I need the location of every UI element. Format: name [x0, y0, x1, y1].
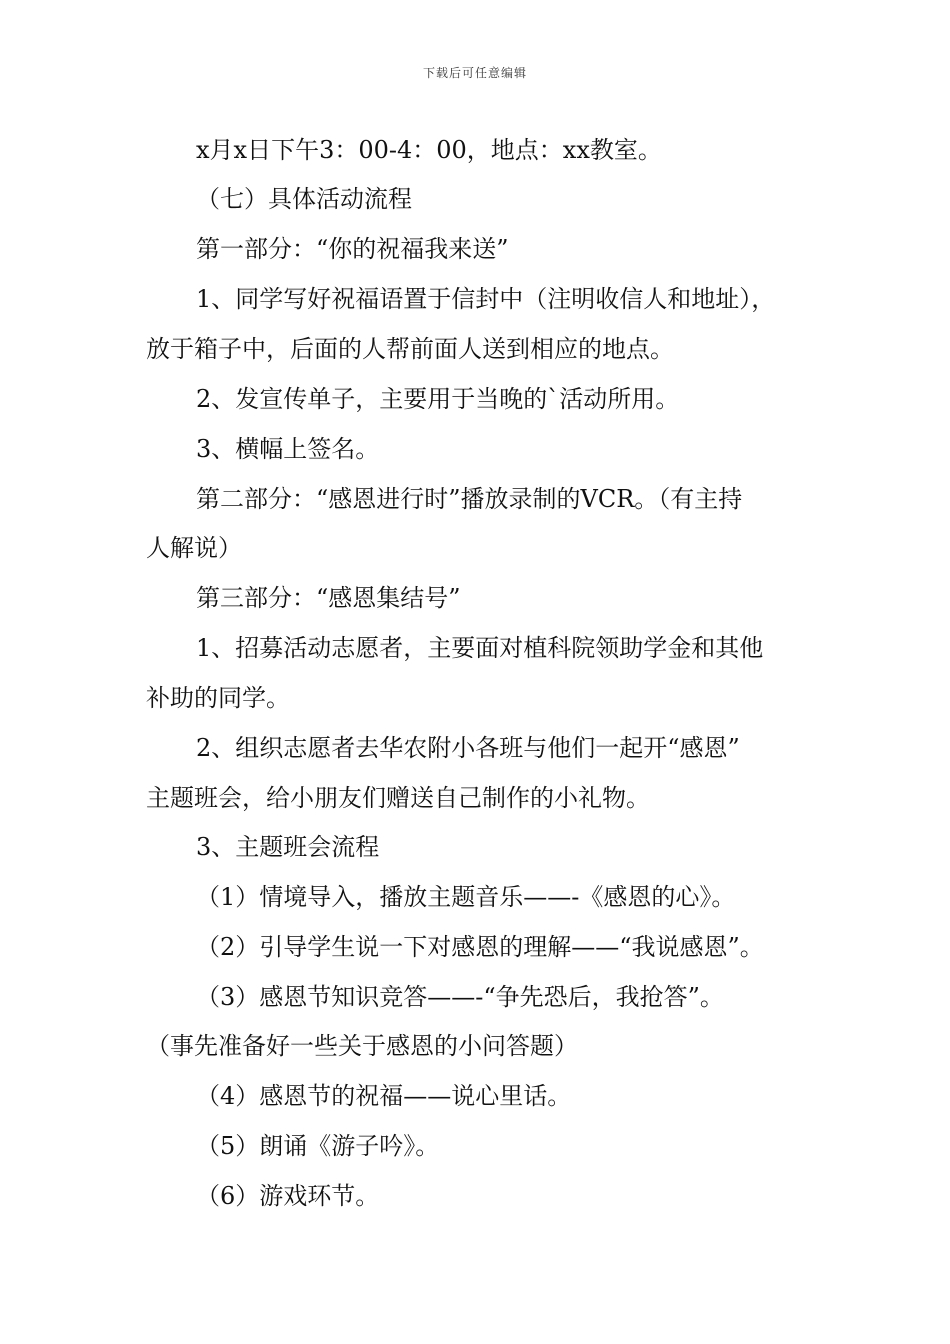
text-line: 主题班会，给小朋友们赠送自己制作的小礼物。 — [146, 784, 650, 812]
text-line: 补助的同学。 — [146, 684, 290, 712]
page-header: 下载后可任意编辑 — [422, 66, 527, 80]
text-line: 1、招募活动志愿者，主要面对植科院领助学金和其他 — [196, 634, 764, 662]
text-line: 放于箱子中，后面的人帮前面人送到相应的地点。 — [146, 335, 674, 363]
list-item: （3）感恩节知识竞答——-“争先恐后，我抢答”。 — [196, 983, 724, 1011]
list-item: （6）游戏环节。 — [196, 1182, 380, 1210]
text-line: 人解说） — [146, 534, 242, 562]
part-heading: 第三部分：“感恩集结号” — [196, 584, 461, 612]
part-heading: 第二部分：“感恩进行时”播放录制的VCR。（有主持 — [196, 485, 743, 513]
text-line: x月x日下午3：00-4：00，地点：xx教室。 — [196, 136, 662, 164]
text-line: 2、组织志愿者去华农附小各班与他们一起开“感恩” — [196, 734, 740, 762]
list-item: （2）引导学生说一下对感恩的理解——“我说感恩”。 — [196, 933, 764, 961]
text-line: 3、主题班会流程 — [196, 833, 380, 861]
section-heading: （七）具体活动流程 — [196, 185, 412, 213]
text-line: 1、同学写好祝福语置于信封中（注明收信人和地址）， — [196, 285, 776, 313]
text-line: 2、发宣传单子，主要用于当晚的`活动所用。 — [196, 385, 680, 413]
part-heading: 第一部分：“你的祝福我来送” — [196, 235, 509, 263]
text-line: （事先准备好一些关于感恩的小问答题） — [146, 1032, 578, 1060]
list-item: （1）情境导入，播放主题音乐——-《感恩的心》。 — [196, 883, 736, 911]
list-item: （4）感恩节的祝福——说心里话。 — [196, 1082, 572, 1110]
list-item: （5）朗诵《游子吟》。 — [196, 1132, 440, 1160]
text-line: 3、横幅上签名。 — [196, 435, 380, 463]
